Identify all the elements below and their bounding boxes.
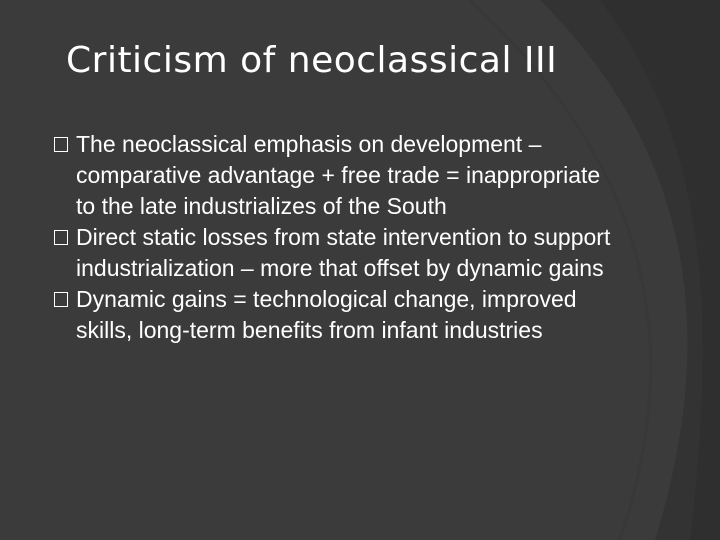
- square-bullet-icon: [54, 230, 68, 245]
- bullet-text: The neoclassical emphasis on development – comparative advantage + free trade = inappropriate to the late industrializes of the South: [76, 131, 601, 219]
- bullet-item: [54, 284, 614, 346]
- bullet-text: Dynamic gains = technological change, improved skills, long-term benefits from infant industries: [76, 286, 577, 343]
- square-bullet-icon: [54, 292, 68, 307]
- bullet-text: Direct static losses from state intervention to support industrialization – more that offset by dynamic gains: [76, 224, 611, 281]
- square-bullet-icon: [54, 137, 68, 152]
- bullet-list: [54, 129, 614, 346]
- bullet-item: [54, 222, 614, 284]
- slide-title: Criticism of neoclassical III: [66, 40, 558, 81]
- bullet-item: [54, 129, 614, 222]
